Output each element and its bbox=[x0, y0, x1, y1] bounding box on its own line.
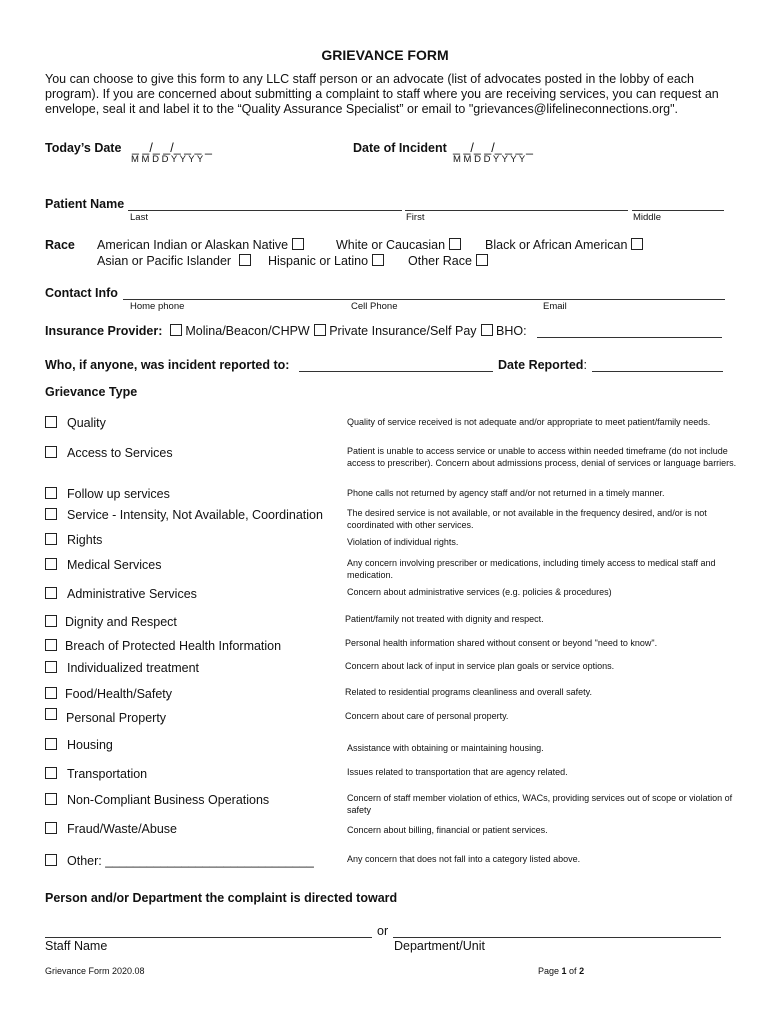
form-version: Grievance Form 2020.08 bbox=[45, 966, 145, 976]
grievance-label: Fraud/Waste/Abuse bbox=[67, 822, 178, 836]
grievance-description: Issues related to transportation that are agency related. bbox=[347, 767, 568, 777]
reported-to-label: Who, if anyone, was incident reported to: bbox=[45, 358, 290, 372]
checkbox[interactable] bbox=[372, 254, 384, 266]
incident-date-field[interactable]: _ _/_ _/_ _ _ _ bbox=[453, 141, 533, 155]
grievance-checkbox[interactable] bbox=[45, 615, 57, 627]
grievance-label: Rights bbox=[67, 533, 103, 547]
grievance-label: Transportation bbox=[67, 767, 148, 781]
grievance-label: Other: ______________________________ bbox=[67, 854, 314, 868]
grievance-label: Personal Property bbox=[66, 711, 167, 725]
checkbox[interactable] bbox=[631, 238, 643, 250]
date-reported-field[interactable] bbox=[592, 371, 723, 372]
grievance-label: Service - Intensity, Not Available, Coordination bbox=[67, 508, 323, 522]
staff-name-label: Staff Name bbox=[45, 939, 108, 953]
grievance-description: Personal health information shared without consent or beyond "need to know". bbox=[345, 638, 658, 648]
grievance-checkbox[interactable] bbox=[45, 738, 57, 750]
todays-date-field[interactable]: _ _/_ _/_ _ _ _ bbox=[132, 141, 212, 155]
grievance-checkbox[interactable] bbox=[45, 854, 57, 866]
bho-field[interactable] bbox=[537, 337, 722, 338]
race-option-asian[interactable]: Asian or Pacific Islander bbox=[97, 254, 251, 268]
page-number: Page 1 of 2 bbox=[538, 966, 585, 976]
grievance-label: Follow up services bbox=[67, 487, 170, 501]
grievance-checkbox[interactable] bbox=[45, 793, 57, 805]
patient-name-label: Patient Name bbox=[45, 197, 125, 211]
intro-text: You can choose to give this form to any LLC staff person or an advocate (list of advocates posted in the lobby of each program). If you are concerned about submitting a complaint to staff where you are receiving services, you can request an envelope, seal it and label it to the “Quality Assurance Specialist” or email to "grievances@lifelineconnections.org". bbox=[45, 72, 719, 116]
grievance-description: Violation of individual rights. bbox=[347, 537, 459, 547]
grievance-checkbox[interactable] bbox=[45, 767, 57, 779]
home-phone-sublabel: Home phone bbox=[130, 301, 185, 312]
patient-middle-name-field[interactable] bbox=[632, 210, 724, 211]
grievance-description: The desired service is not available, or not available in the frequency desired, and/or is not coordinated with other services. bbox=[347, 508, 707, 530]
grievance-description: Concern about lack of input in service plan goals or service options. bbox=[345, 661, 615, 671]
grievance-checkbox[interactable] bbox=[45, 822, 57, 834]
grievance-label: Individualized treatment bbox=[67, 661, 200, 675]
grievance-description: Assistance with obtaining or maintaining housing. bbox=[347, 743, 544, 753]
grievance-description: Concern about administrative services (e.g. policies & procedures) bbox=[347, 587, 612, 597]
cell-phone-sublabel: Cell Phone bbox=[351, 301, 398, 312]
grievance-description: Concern of staff member violation of ethics, WACs, providing services out of scope or violation of safety bbox=[347, 793, 733, 815]
grievance-description: Patient/family not treated with dignity and respect. bbox=[345, 614, 544, 624]
race-option-american-indian[interactable]: American Indian or Alaskan Native bbox=[97, 238, 304, 252]
grievance-checkbox[interactable] bbox=[45, 508, 57, 520]
insurance-row: Insurance Provider: Molina/Beacon/CHPW Private Insurance/Self Pay BHO: bbox=[45, 324, 527, 338]
grievance-label: Quality bbox=[67, 416, 106, 430]
grievance-checkbox[interactable] bbox=[45, 446, 57, 458]
grievance-checkbox[interactable] bbox=[45, 558, 57, 570]
first-sublabel: First bbox=[406, 212, 425, 223]
staff-name-field[interactable] bbox=[45, 937, 372, 938]
email-sublabel: Email bbox=[543, 301, 567, 312]
directed-toward-heading: Person and/or Department the complaint is directed toward bbox=[45, 891, 398, 905]
incident-date-label: Date of Incident bbox=[353, 141, 447, 155]
contact-info-field[interactable] bbox=[123, 299, 725, 300]
grievance-checkbox[interactable] bbox=[45, 416, 57, 428]
race-option-white[interactable]: White or Caucasian bbox=[336, 238, 461, 252]
insurance-private-checkbox[interactable] bbox=[314, 324, 326, 336]
grievance-checkbox[interactable] bbox=[45, 661, 57, 673]
race-label: Race bbox=[45, 238, 75, 252]
grievance-description: Concern about billing, financial or patient services. bbox=[347, 825, 548, 835]
grievance-label: Food/Health/Safety bbox=[65, 687, 173, 701]
grievance-label: Breach of Protected Health Information bbox=[65, 639, 282, 653]
checkbox[interactable] bbox=[449, 238, 461, 250]
contact-info-label: Contact Info bbox=[45, 286, 118, 300]
grievance-description: Related to residential programs cleanliness and overall safety. bbox=[345, 687, 592, 697]
checkbox[interactable] bbox=[292, 238, 304, 250]
or-text: or bbox=[377, 924, 389, 938]
date-reported-label: Date Reported: bbox=[498, 358, 587, 372]
race-option-black[interactable]: Black or African American bbox=[485, 238, 643, 252]
grievance-description: Patient is unable to access service or unable to access within needed timeframe (do not include access to prescriber). Concern about admissions process, denial of services or language barriers. bbox=[347, 446, 737, 468]
form-title: GRIEVANCE FORM bbox=[321, 47, 449, 63]
grievance-label: Medical Services bbox=[67, 558, 162, 572]
grievance-label: Administrative Services bbox=[67, 587, 197, 601]
grievance-label: Access to Services bbox=[67, 446, 173, 460]
checkbox[interactable] bbox=[239, 254, 251, 266]
grievance-description: Any concern that does not fall into a category listed above. bbox=[347, 854, 581, 864]
insurance-molina-checkbox[interactable] bbox=[170, 324, 182, 336]
department-label: Department/Unit bbox=[394, 939, 486, 953]
grievance-description: Phone calls not returned by agency staff and/or not returned in a timely manner. bbox=[347, 488, 665, 498]
grievance-description: Concern about care of personal property. bbox=[345, 711, 509, 721]
todays-date-format: M M D D Y Y Y Y bbox=[131, 154, 204, 165]
todays-date-label: Today’s Date bbox=[45, 141, 122, 155]
race-option-hispanic[interactable]: Hispanic or Latino bbox=[268, 254, 384, 268]
insurance-label: Insurance Provider: bbox=[45, 324, 163, 338]
grievance-label: Housing bbox=[67, 738, 113, 752]
race-option-other[interactable]: Other Race bbox=[408, 254, 488, 268]
grievance-checkbox[interactable] bbox=[45, 687, 57, 699]
grievance-label: Non-Compliant Business Operations bbox=[67, 793, 270, 807]
grievance-description: Any concern involving prescriber or medications, including timely access to medical staff and medication. bbox=[347, 558, 716, 580]
patient-first-name-field[interactable] bbox=[405, 210, 628, 211]
grievance-description: Quality of service received is not adequate and/or appropriate to meet patient/family needs. bbox=[347, 417, 711, 427]
checkbox[interactable] bbox=[476, 254, 488, 266]
grievance-type-heading: Grievance Type bbox=[45, 385, 138, 399]
grievance-checkbox[interactable] bbox=[45, 639, 57, 651]
reported-to-field[interactable] bbox=[299, 371, 493, 372]
grievance-label: Dignity and Respect bbox=[65, 615, 177, 629]
grievance-checkbox[interactable] bbox=[45, 487, 57, 499]
grievance-checkbox[interactable] bbox=[45, 533, 57, 545]
patient-last-name-field[interactable] bbox=[128, 210, 402, 211]
last-sublabel: Last bbox=[130, 212, 148, 223]
department-field[interactable] bbox=[393, 937, 721, 938]
grievance-checkbox[interactable] bbox=[45, 708, 57, 720]
grievance-checkbox[interactable] bbox=[45, 587, 57, 599]
incident-date-format: M M D D Y Y Y Y bbox=[453, 154, 526, 165]
middle-sublabel: Middle bbox=[633, 212, 661, 223]
insurance-bho-checkbox[interactable] bbox=[481, 324, 493, 336]
